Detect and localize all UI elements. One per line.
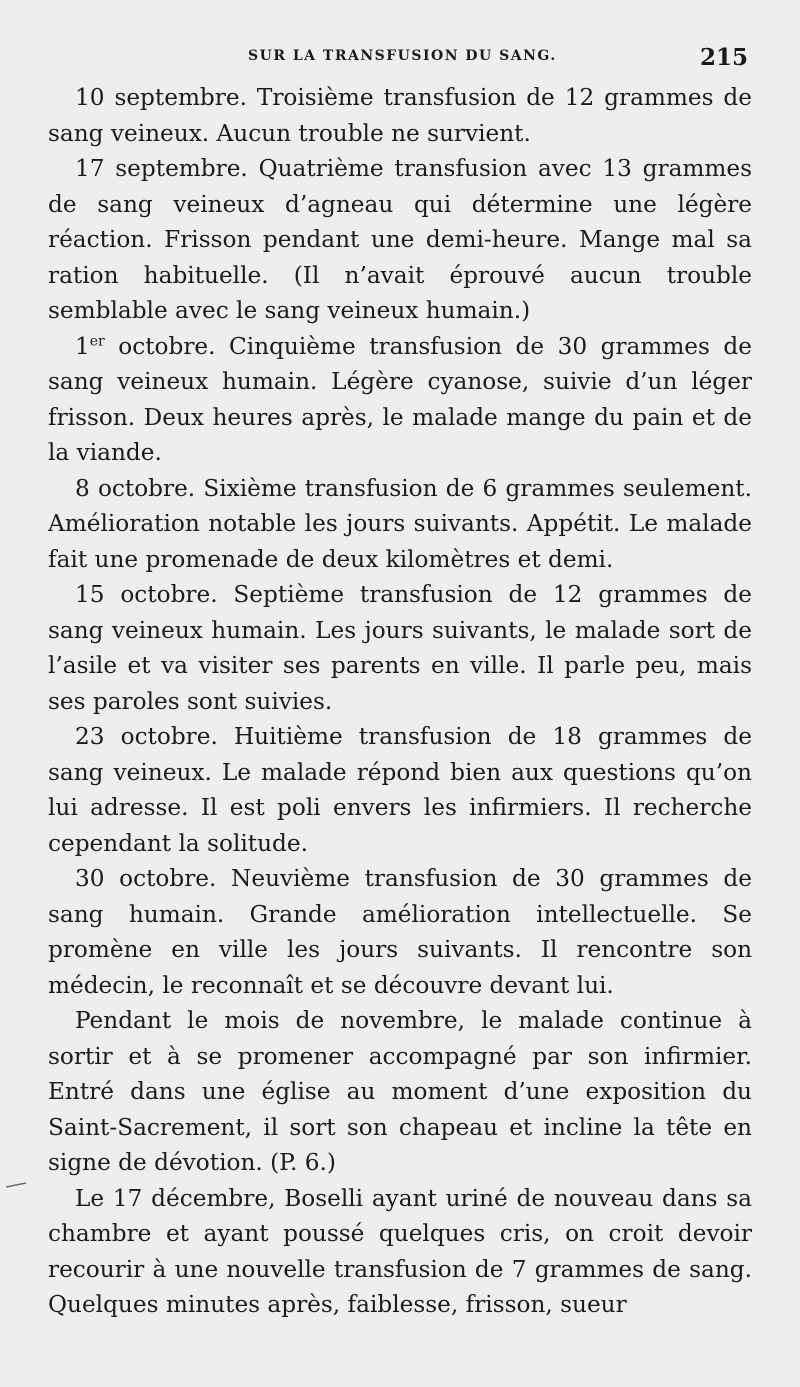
paragraph-rest: octobre. Cinquième transfusion de 30 grammes de sang veineux humain. Légère cyanose, suivie d’un léger frisson. Deux heures après, le malade mange du pain et de la viande. xyxy=(48,332,752,466)
page-number: 215 xyxy=(699,44,748,71)
paragraph: Pendant le mois de novembre, le malade continue à sortir et à se promener accompagné par son infirmier. Entré dans une église au moment d’une exposition du Saint-Sacrement, il sort son chapeau et incline la tête en signe de dévotion. (P. 6.) xyxy=(48,1007,752,1176)
margin-mark xyxy=(6,1176,28,1182)
paragraph: Le 17 décembre, Boselli ayant uriné de nouveau dans sa chambre et ayant poussé quelques cris, on croit devoir recourir à une nouvelle transfusion de 7 grammes de sang. Quelques minutes après, faiblesse, frisson, sueur xyxy=(48,1184,752,1318)
paragraph: 17 septembre. Quatrième transfusion avec 13 grammes de sang veineux d’agneau qui détermine une légère réaction. Frisson pendant une demi-heure. Mange mal sa ration habituelle. (Il n’avait éprouvé aucun trouble semblable avec le sang veineux humain.) xyxy=(48,155,752,324)
paragraph: 23 octobre. Huitième transfusion de 18 grammes de sang veineux. Le malade répond bien aux questions qu’on lui adresse. Il est poli envers les infirmiers. Il recherche cependant la solitude. xyxy=(48,723,752,857)
paragraph: 15 octobre. Septième transfusion de 12 grammes de sang veineux humain. Les jours suivants, le malade sort de l’asile et va visiter ses parents en ville. Il parle peu, mais ses paroles sont suivies. xyxy=(48,581,752,715)
paragraph xyxy=(48,329,752,471)
body-text xyxy=(48,80,752,1323)
page-header xyxy=(48,44,752,74)
ordinal-superscript: er xyxy=(89,332,105,349)
day-number: 1 xyxy=(75,332,90,360)
running-title: SUR LA TRANSFUSION DU SANG. xyxy=(248,48,557,64)
paragraph: 8 octobre. Sixième transfusion de 6 grammes seulement. Amélioration notable les jours suivants. Appétit. Le malade fait une promenade de deux kilomètres et demi. xyxy=(48,474,752,573)
paragraph: 30 octobre. Neuvième transfusion de 30 grammes de sang humain. Grande amélioration intellectuelle. Se promène en ville les jours suivants. Il rencontre son médecin, le reconnaît et se découvre devant lui. xyxy=(48,865,752,999)
paragraph: 10 septembre. Troisième transfusion de 12 grammes de sang veineux. Aucun trouble ne survient. xyxy=(48,84,752,147)
